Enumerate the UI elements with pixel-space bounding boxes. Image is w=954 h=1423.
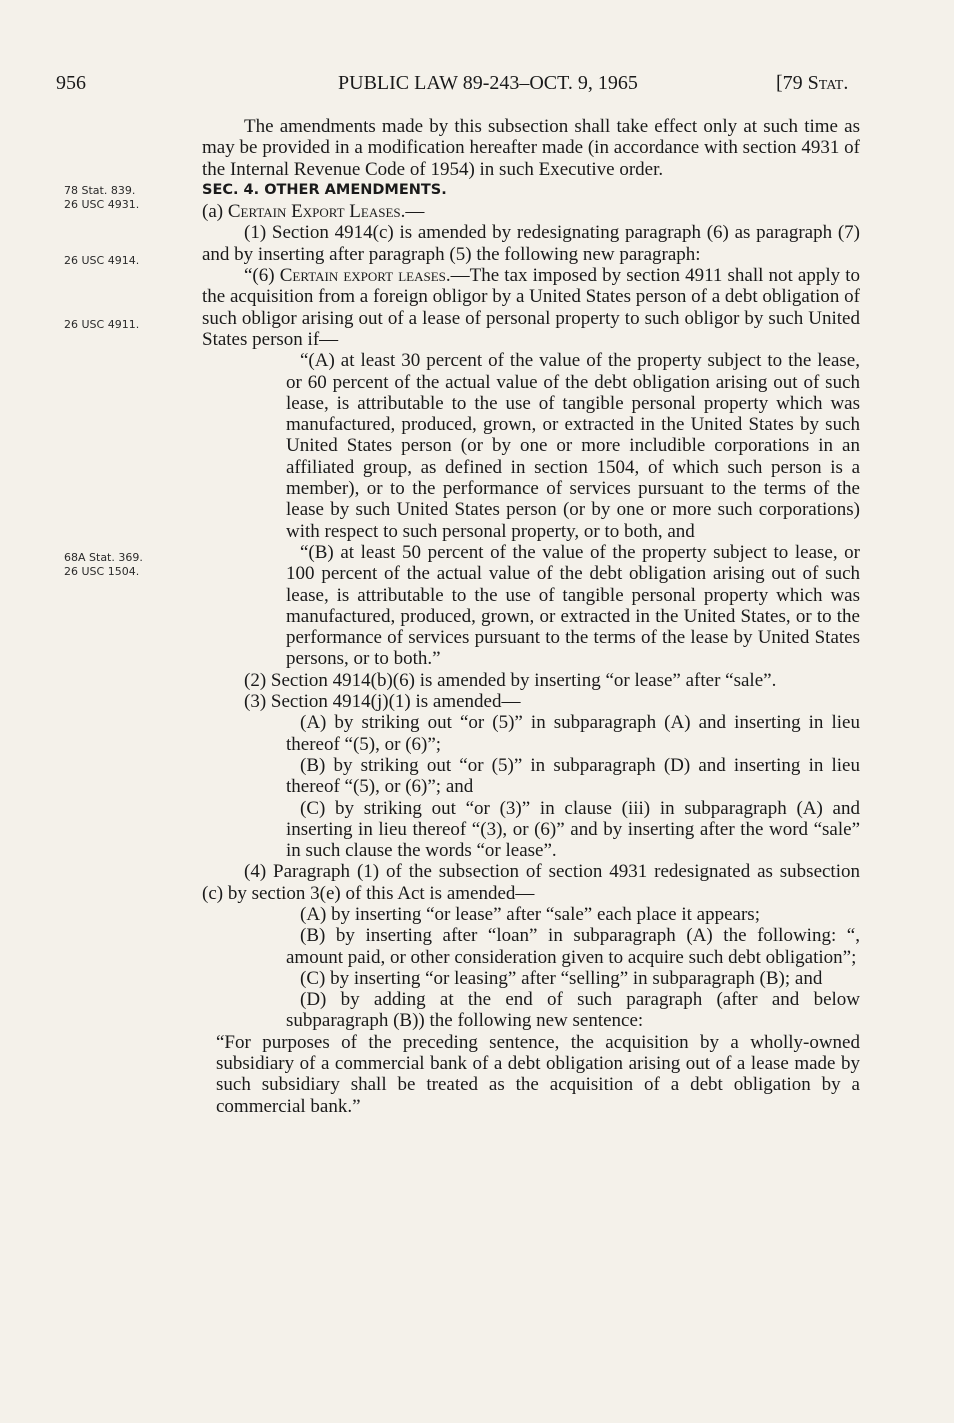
- quoted-sentence: “For purposes of the preceding sentence, the acquisition by a wholly-owned subsidiary of a commercial bank of a debt obligation arising out of a lease made by such subsidiary shall be treated as the acquisition of a debt obligation by a commercial bank.”: [216, 1031, 860, 1117]
- intro-paragraph: The amendments made by this subsection shall take effect only at such time as may be provided in a modification hereafter made (in accordance with section 4931 of the Internal Revenue Code of 1954) in such Executive order.: [202, 116, 860, 180]
- paragraph-6-title: Certain export leases.: [279, 265, 451, 287]
- subsection-title: Certain Export Leases.: [227, 201, 406, 223]
- paragraph-4-a: (A) by inserting “or lease” after “sale” each place it appears;: [300, 903, 760, 925]
- paragraph-3-b: (B) by striking out “or (5)” in subparagraph (D) and inserting in lieu thereof “(5), or (6)”; and: [286, 754, 860, 798]
- page-number: 956: [56, 72, 86, 94]
- paragraph-4-d: (D) by adding at the end of such paragraph (after and below subparagraph (B)) the following new sentence:: [286, 989, 860, 1032]
- margin-note: 26 USC 4911.: [64, 318, 140, 331]
- page-title: PUBLIC LAW 89-243–OCT. 9, 1965: [338, 72, 638, 94]
- margin-note: 78 Stat. 839. 26 USC 4931.: [64, 184, 140, 211]
- statute-word: Stat.: [807, 72, 849, 94]
- paragraph-2: (2) Section 4914(b)(6) is amended by inserting “or lease” after “sale”.: [244, 669, 777, 691]
- subsection-dash: —: [405, 201, 425, 223]
- paragraph-1: (1) Section 4914(c) is amended by redesignating paragraph (6) as paragraph (7) and by inserting after paragraph (5) the following new paragraph:: [202, 222, 860, 265]
- margin-note: 26 USC 4914.: [64, 254, 140, 267]
- paragraph-4-b: (B) by inserting after “loan” in subparagraph (A) the following: “, amount paid, or other consideration given to acquire such debt obligation”;: [286, 925, 860, 968]
- clause-b: “(B) at least 50 percent of the value of the property subject to lease, or 100 percent of the actual value of the debt obligation arising out of such lease, is attributable to the use of tangible personal property which was manufactured, produced, grown, or extracted in the United States, or to the performance of services pursuant to the terms of the lease by United States persons, or to both.”: [286, 541, 860, 670]
- subsection-heading: [202, 201, 860, 222]
- paragraph-4-c: (C) by inserting “or leasing” after “selling” in subparagraph (B); and: [300, 967, 823, 989]
- margin-note: 68A Stat. 369. 26 USC 1504.: [64, 551, 143, 578]
- body-text: [202, 116, 860, 1117]
- statute-prefix: [79: [776, 72, 808, 94]
- clause-a: “(A) at least 30 percent of the value of the property subject to the lease, or 60 percent of the actual value of the debt obligation arising out of such lease, is attributable to the use of tangible personal property which was manufactured, produced, grown, or extracted in the United States by such United States person (or by one or more includible corporations in an affiliated group, as defined in section 1504, of which such person is a member), or to the performance of services pursuant to the terms of the lease by such United States person (or by one or more such corporations) with respect to such personal property, or to both, and: [286, 350, 860, 542]
- paragraph-3-a: (A) by striking out “or (5)” in subparagraph (A) and inserting in lieu thereof “(5), or (6)”;: [286, 712, 860, 755]
- paragraph-3: (3) Section 4914(j)(1) is amended—: [244, 691, 521, 713]
- statute-reference: [776, 72, 848, 95]
- subsection-label: (a): [202, 201, 228, 223]
- paragraph-6-inserted: [202, 265, 860, 350]
- section-heading: SEC. 4. OTHER AMENDMENTS.: [202, 181, 447, 198]
- paragraph-6-label: “(6): [244, 265, 280, 287]
- paragraph-3-c: (C) by striking out “or (3)” in clause (iii) in subparagraph (A) and inserting in lieu thereof “(3), or (6)” and by inserting after the word “sale” in such clause the words “or lease”.: [286, 797, 860, 862]
- paragraph-4: (4) Paragraph (1) of the subsection of section 4931 redesignated as subsection (c) by section 3(e) of this Act is amended—: [202, 861, 860, 904]
- paragraph-6-text: —The tax imposed by section 4911 shall not apply to the acquisition from a foreign obligor by a United States person of a debt obligation of such obligor arising out of a lease of personal property to such obligor by such United States person if—: [202, 265, 861, 350]
